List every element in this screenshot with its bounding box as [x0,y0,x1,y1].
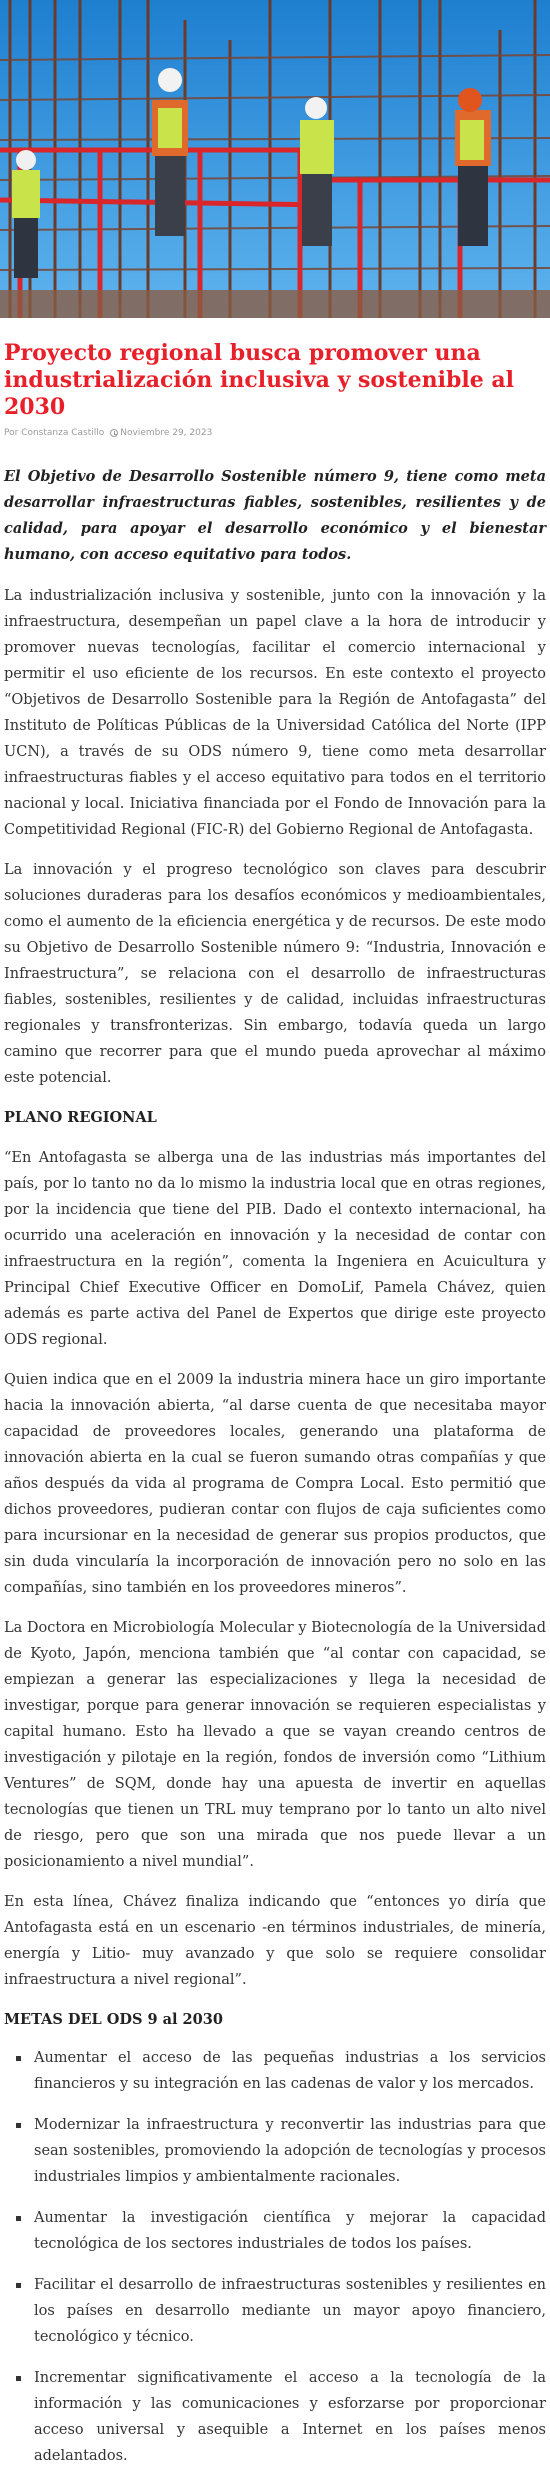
paragraph: La industrialización inclusiva y sostenible, junto con la innovación y la infraestructura, desempeñan un papel clave a la hora de introducir y promover nuevas tecnologías, facilitar el comercio internacional y permitir el uso eficiente de los recursos. En este contexto el proyecto “Objetivos de Desarrollo Sostenible para la Región de Antofagasta” del Instituto de Políticas Públicas de la Universidad Católica del Norte (IPP UCN), a través de su ODS número 9, tiene como meta desarrollar infraestructuras fiables y el acceso equitativo para todos en el territorio nacional y local. Iniciativa financiada por el Fondo de Innovación para la Competitividad Regional (FIC-R) del Gobierno Regional de Antofagasta. [4,587,546,838]
list-item: Aumentar la investigación científica y mejorar la capacidad tecnológica de los sectores industriales de todos los países. [12,2205,546,2257]
hero-image [0,0,550,318]
article-meta [4,428,546,438]
paragraph: Quien indica que en el 2009 la industria minera hace un giro importante hacia la innovación abierta, “al darse cuenta de que necesitaba mayor capacidad de proveedores locales, generando una plataforma de innovación abierta en la cual se fueron sumando otras compañías y que años después da vida al programa de Compra Local. Esto permitió que dichos proveedores, pudieran contar con flujos de caja suficientes como para incursionar en la necesidad de generar sus propios productos, que sin duda vincularía la incorporación de innovación pero no solo en las compañías, sino también en los proveedores mineros”. [4,1371,546,1596]
list-item: Aumentar el acceso de las pequeñas industrias a los servicios financieros y su integración en las cadenas de valor y los mercados. [12,2045,546,2097]
paragraph: “En Antofagasta se alberga una de las industrias más importantes del país, por lo tanto no da lo mismo la industria local que en otras regiones, por la incidencia que tiene del PIB. Dado el contexto internacional, ha ocurrido una aceleración en innovación y la necesidad de contar con infraestructura en la región”, comenta la Ingeniera en Acuicultura y Principal Chief Executive Officer en DomoLif, Pamela Chávez, quien además es parte activa del Panel de Expertos que dirige este proyecto ODS regional. [4,1149,546,1348]
article-lead: El Objetivo de Desarrollo Sostenible número 9, tiene como meta desarrollar infraestructuras fiables, sostenibles, resilientes y de calidad, para apoyar el desarrollo económico y el bienestar humano, con acceso equitativo para todos. [4,468,546,563]
list-item: Modernizar la infraestructura y reconvertir las industrias para que sean sostenibles, promoviendo la adopción de tecnologías y procesos industriales limpios y ambientalmente racionales. [12,2112,546,2190]
list-item: Facilitar el desarrollo de infraestructuras sostenibles y resilientes en los países en desarrollo mediante un mayor apoyo financiero, tecnológico y técnico. [12,2272,546,2350]
construction-workers-photo [0,0,550,318]
section-heading-regional: PLANO REGIONAL [4,1108,157,1126]
paragraph: La innovación y el progreso tecnológico son claves para descubrir soluciones duraderas para los desafíos económicos y medioambientales, como el aumento de la eficiencia energética y de recursos. De este modo su Objetivo de Desarrollo Sostenible número 9: “Industria, Innovación e Infraestructura”, se relaciona con el desarrollo de infraestructuras fiables, sostenibles, resilientes y de calidad, incluidas infraestructuras regionales y transfronterizas. Sin embargo, todavía queda un largo camino que recorrer para que el mundo pueda aprovechar al máximo este potencial. [4,861,546,1086]
clock-icon [110,429,118,437]
publish-date: Noviembre 29, 2023 [120,428,213,438]
paragraph: La Doctora en Microbiología Molecular y Biotecnología de la Universidad de Kyoto, Japón, menciona también que “al contar con capacidad, se empiezan a generar las especializaciones y llega la necesidad de investigar, porque para generar innovación se requieren especialistas y capital humano. Esto ha llevado a que se vayan creando centros de investigación y pilotaje en la región, fondos de inversión como “Lithium Ventures” de SQM, donde hay una apuesta de invertir en aquellas tecnologías que tienen un TRL muy temprano por lo tanto un alto nivel de riesgo, pero que son una mirada que nos puede llevar a un posicionamiento a nivel mundial”. [4,1619,546,1870]
section-heading-goals: METAS DEL ODS 9 al 2030 [4,2010,223,2028]
article-title: Proyecto regional busca promover una industrialización inclusiva y sostenible al 2030 [4,340,514,420]
paragraph: En esta línea, Chávez finaliza indicando que “entonces yo diría que Antofagasta está en un escenario -en términos industriales, de minería, energía y Litio- muy avanzado y que solo se requiere consolidar infraestructura a nivel regional”. [4,1893,546,1988]
goals-list [4,2045,546,2469]
author-link[interactable]: Por Constanza Castillo [4,428,105,438]
article [0,328,550,2469]
list-item: Incrementar significativamente el acceso a la tecnología de la información y las comunicaciones y esforzarse por proporcionar acceso universal y asequible a Internet en los países menos adelantados. [12,2365,546,2469]
